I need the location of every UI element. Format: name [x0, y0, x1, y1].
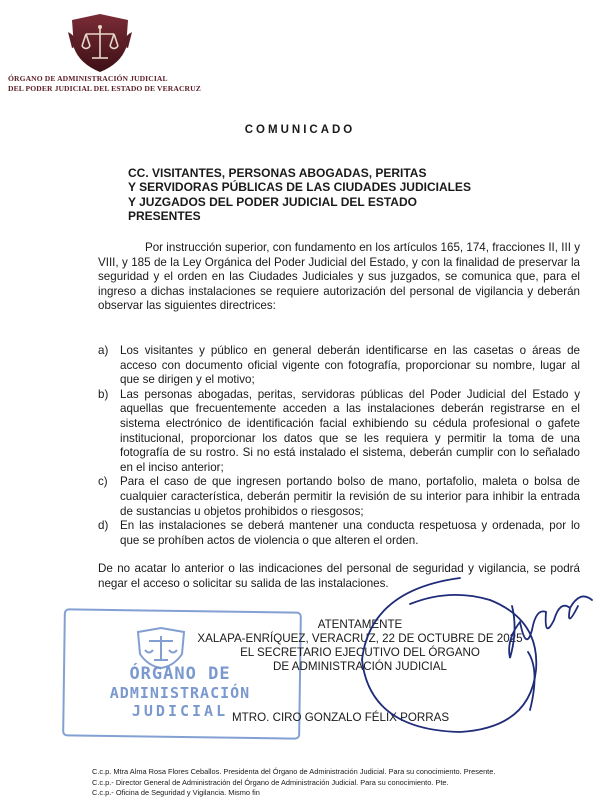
directive-item: [98, 388, 580, 476]
document-title: COMUNICADO: [244, 124, 356, 136]
ccp-line: C.c.p. Mtra Alma Rosa Flores Ceballos. Presidenta del Órgano de Administración Judicial. Para su conocimiento. Presente.: [92, 767, 496, 776]
addressee-line4: PRESENTES: [128, 209, 201, 224]
addressee-block: [128, 166, 528, 224]
directive-letter: b): [98, 387, 109, 401]
directive-item: [98, 519, 580, 548]
position-line2: DE ADMINISTRACIÓN JUDICIAL: [273, 660, 447, 673]
directive-text: Las personas abogadas, peritas, servidoras públicas del Poder Judicial del Estado y aquellas que frecuentemente acceden a las instalaciones deberán registrarse en el sistema electrónico de identificación facial exhibiendo su cédula profesional o gafete institucional, proporcionar los datos que se les requiera y permitir la toma de una fotografía de su rostro. Si no está instalado el sistema, deberán cumplir con lo señalado en el inciso anterior;: [120, 387, 580, 474]
carbon-copy-list: [92, 767, 572, 799]
directive-text: Para el caso de que ingresen portando bolso de mano, portafolio, maleta o bolsa de cualquier característica, deberán permitir la revisión de su interior para inhibir la entrada de sustancias u objetos prohibidos o riesgosos;: [120, 475, 580, 518]
directive-text: Los visitantes y público en general deberán identificarse en las casetas o áreas de acceso con documento oficial vigente con fotografía, proporcionar su nombre, lugar al que se dirigen y el motivo;: [120, 344, 580, 387]
intro-paragraph: Por instrucción superior, con fundamento en los artículos 165, 174, fracciones II, III y VIII, y 185 de la Ley Orgánica del Poder Judicial del Estado, y con la finalidad de preservar la seguridad y el orden en las Ciudades Judiciales y sus juzgados, se comunica que, para el ingreso a dichas instalaciones se requiere autorización del personal de vigilancia y deberán observar las siguientes directrices:: [98, 241, 580, 313]
directive-letter: c): [98, 475, 108, 489]
stamp-line3: JUDICIAL: [131, 702, 229, 720]
ccp-line: C.c.p.- Director General de Administración del Órgano de Administración Judicial. Para su conocimiento. Pte.: [92, 777, 449, 787]
stamp-line1: ÓRGANO DE: [129, 664, 231, 684]
farewell: ATENTAMENTE: [317, 618, 403, 631]
addressee-line1: CC. VISITANTES, PERSONAS ABOGADAS, PERITAS: [128, 166, 427, 180]
directive-letter: d): [98, 519, 109, 533]
directives-list: [98, 344, 580, 548]
handwritten-signature: [340, 560, 600, 740]
ccp-line: C.c.p.- Oficina de Seguridad y Vigilancia. Mismo fin: [92, 788, 260, 798]
scales-of-justice-icon: [68, 12, 132, 74]
place-date: XALAPA-ENRÍQUEZ, VERACRUZ, 22 DE OCTUBRE DE 2025: [197, 632, 523, 645]
org-name-line1: ÓRGANO DE ADMINISTRACIÓN JUDICIAL: [8, 74, 168, 83]
addressee-line2: Y SERVIDORAS PÚBLICAS DE LAS CIUDADES JUDICIALES: [128, 180, 471, 195]
stamp-line2: ADMINISTRACIÓN: [109, 684, 251, 702]
signer-name: MTRO. CIRO GONZALO FÉLIX PORRAS: [232, 711, 450, 724]
org-name-line2: DEL PODER JUDICIAL DEL ESTADO DE VERACRUZ: [8, 84, 201, 93]
directive-letter: a): [98, 344, 109, 357]
directive-item: [98, 475, 580, 519]
directive-text: En las instalaciones se deberá mantener una conducta respetuosa y ordenada, por lo que se prohíben actos de violencia o que alteren el orden.: [120, 519, 580, 547]
closing-paragraph: De no acatar lo anterior o las indicaciones del personal de seguridad y vigilancia, se podrá negar el acceso o solicitar su salida de las instalaciones.: [98, 562, 580, 590]
organization-name: [8, 74, 208, 94]
addressee-line3: Y JUZGADOS DEL PODER JUDICIAL DEL ESTADO: [128, 194, 417, 209]
directive-item: [98, 344, 580, 388]
position-line1: EL SECRETARIO EJECUTIVO DEL ÓRGANO: [240, 646, 480, 659]
